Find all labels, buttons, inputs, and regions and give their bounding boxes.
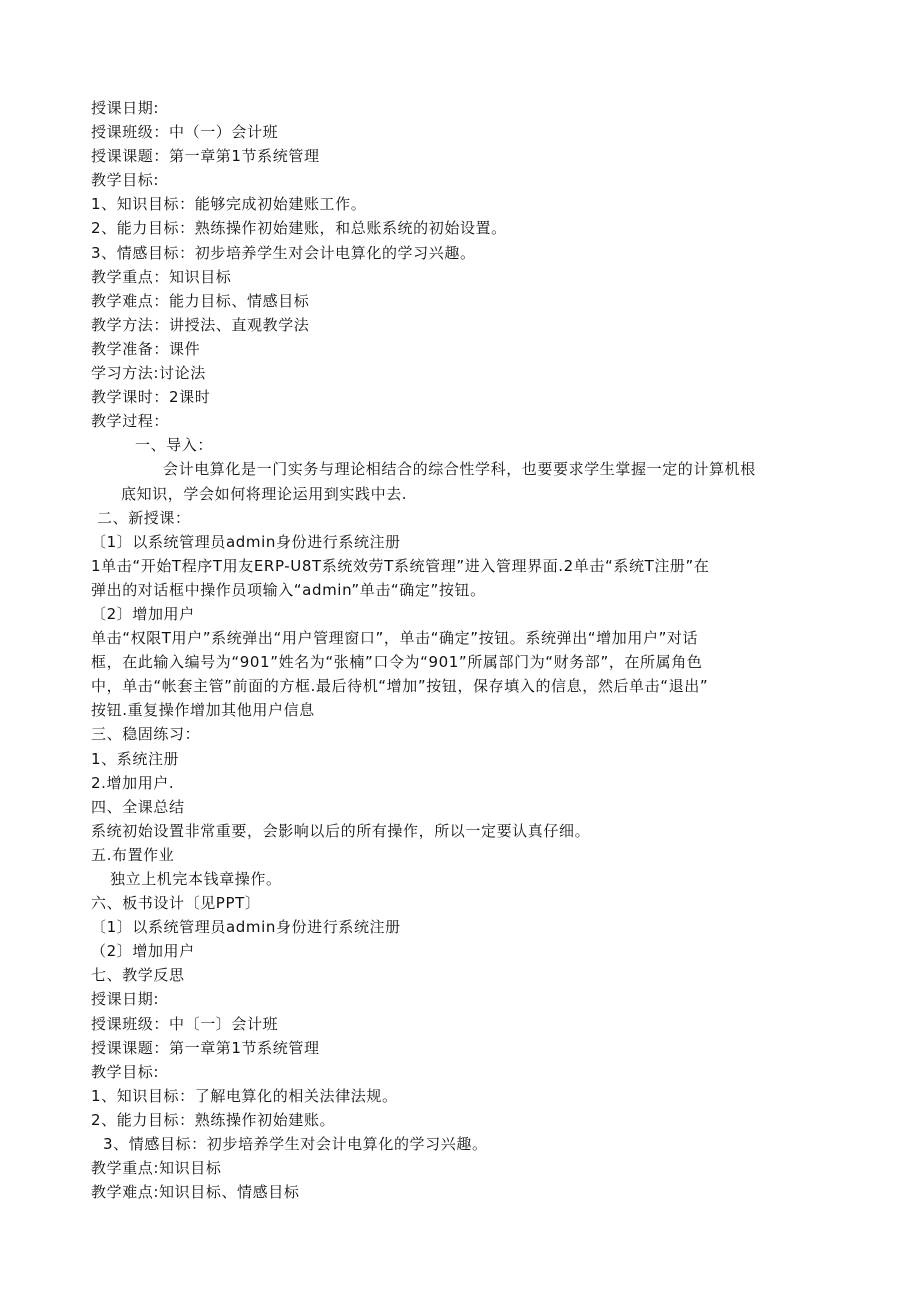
text-line: 1、知识目标：能够完成初始建账工作。 <box>91 195 367 214</box>
section-heading: 六、板书设计〔见PPT〕 <box>91 894 261 913</box>
section-heading: 三、稳固练习： <box>91 725 201 744</box>
text-line: 3、情感目标：初步培养学生对会计电算化的学习兴趣。 <box>103 1135 488 1154</box>
text-line: 教学方法：讲授法、直观教学法 <box>91 315 310 334</box>
text-line: （2〕增加用户 <box>91 942 195 961</box>
text-line: 授课日期: <box>91 99 160 117</box>
section-heading: 一、导入： <box>135 436 214 455</box>
section-heading: 四、全课总结 <box>91 797 185 816</box>
text-line: 中，单击“帐套主管”前面的方框.最后待机“增加”按钮，保存填入的信息，然后单击“退出” <box>91 677 709 696</box>
text-line: 框，在此输入编号为“901”姓名为“张楠”口令为“901”所属部门为“财务部”，在所属角色 <box>91 653 703 672</box>
text-line: 授课课题：第一章第1节系统管理 <box>91 1038 320 1057</box>
text-line: 会计电算化是一门实务与理论相结合的综合性学科，也要要求学生掌握一定的计算机根 <box>163 460 756 479</box>
text-line: 教学目标: <box>91 1062 160 1081</box>
text-line: 1单击“开始T程序T用友ERP-U8T系统效劳T系统管理”进入管理界面.2单击“系统T注册”在 <box>91 556 710 575</box>
section-heading: 二、新授课： <box>97 508 191 527</box>
text-line: 教学重点：知识目标 <box>91 267 232 286</box>
text-line: 教学难点：能力目标、情感目标 <box>91 291 310 310</box>
text-line: 单击“权限T用户”系统弹出“用户管理窗口”，单击“确定”按钮。系统弹出“增加用户”对话 <box>91 629 699 648</box>
text-line: 授课班级：中（一）会计班 <box>91 123 279 142</box>
text-line: 底知识，学会如何将理论运用到实践中去. <box>121 484 408 503</box>
text-line: 1、知识目标：了解电算化的相关法律法规。 <box>91 1086 398 1105</box>
document-page <box>0 96 920 1204</box>
text-line: 授课日期: <box>91 990 160 1009</box>
section-heading: 七、教学反思 <box>91 966 185 985</box>
text-line: 〔1〕以系统管理员admin身份进行系统注册 <box>91 918 401 937</box>
text-line: 授课班级：中〔一〕会计班 <box>91 1014 279 1033</box>
text-line: 教学课时：2课时 <box>91 388 211 407</box>
text-line: 1、系统注册 <box>91 749 180 768</box>
text-line: 按钮.重复操作增加其他用户信息 <box>91 701 315 720</box>
text-line: 系统初始设置非常重要，会影响以后的所有操作，所以一定要认真仔细。 <box>91 821 591 840</box>
text-line: 学习方法:讨论法 <box>91 364 206 383</box>
text-line: 教学难点:知识目标、情感目标 <box>91 1183 300 1202</box>
text-line: 弹出的对话框中操作员项输入“admin”单击“确定”按钮。 <box>91 580 486 599</box>
text-line: 独立上机完本钱章操作。 <box>110 870 282 888</box>
text-line: 2.增加用户. <box>91 773 175 792</box>
section-heading: 五.布置作业 <box>91 845 175 864</box>
text-line: 3、情感目标：初步培养学生对会计电算化的学习兴趣。 <box>91 243 476 262</box>
text-line: 〔1〕以系统管理员admin身份进行系统注册 <box>91 532 401 551</box>
text-line: 2、能力目标：熟练操作初始建账。 <box>91 1110 336 1129</box>
text-line: 教学目标: <box>91 171 160 190</box>
text-line: 教学重点:知识目标 <box>91 1159 222 1178</box>
text-line: 授课课题：第一章第1节系统管理 <box>91 147 320 166</box>
text-line: 2、能力目标：熟练操作初始建账，和总账系统的初始设置。 <box>91 219 507 238</box>
text-line: 教学过程： <box>91 412 170 431</box>
text-line: 〔2〕增加用户 <box>91 604 195 623</box>
text-line: 教学准备：课件 <box>91 339 201 358</box>
